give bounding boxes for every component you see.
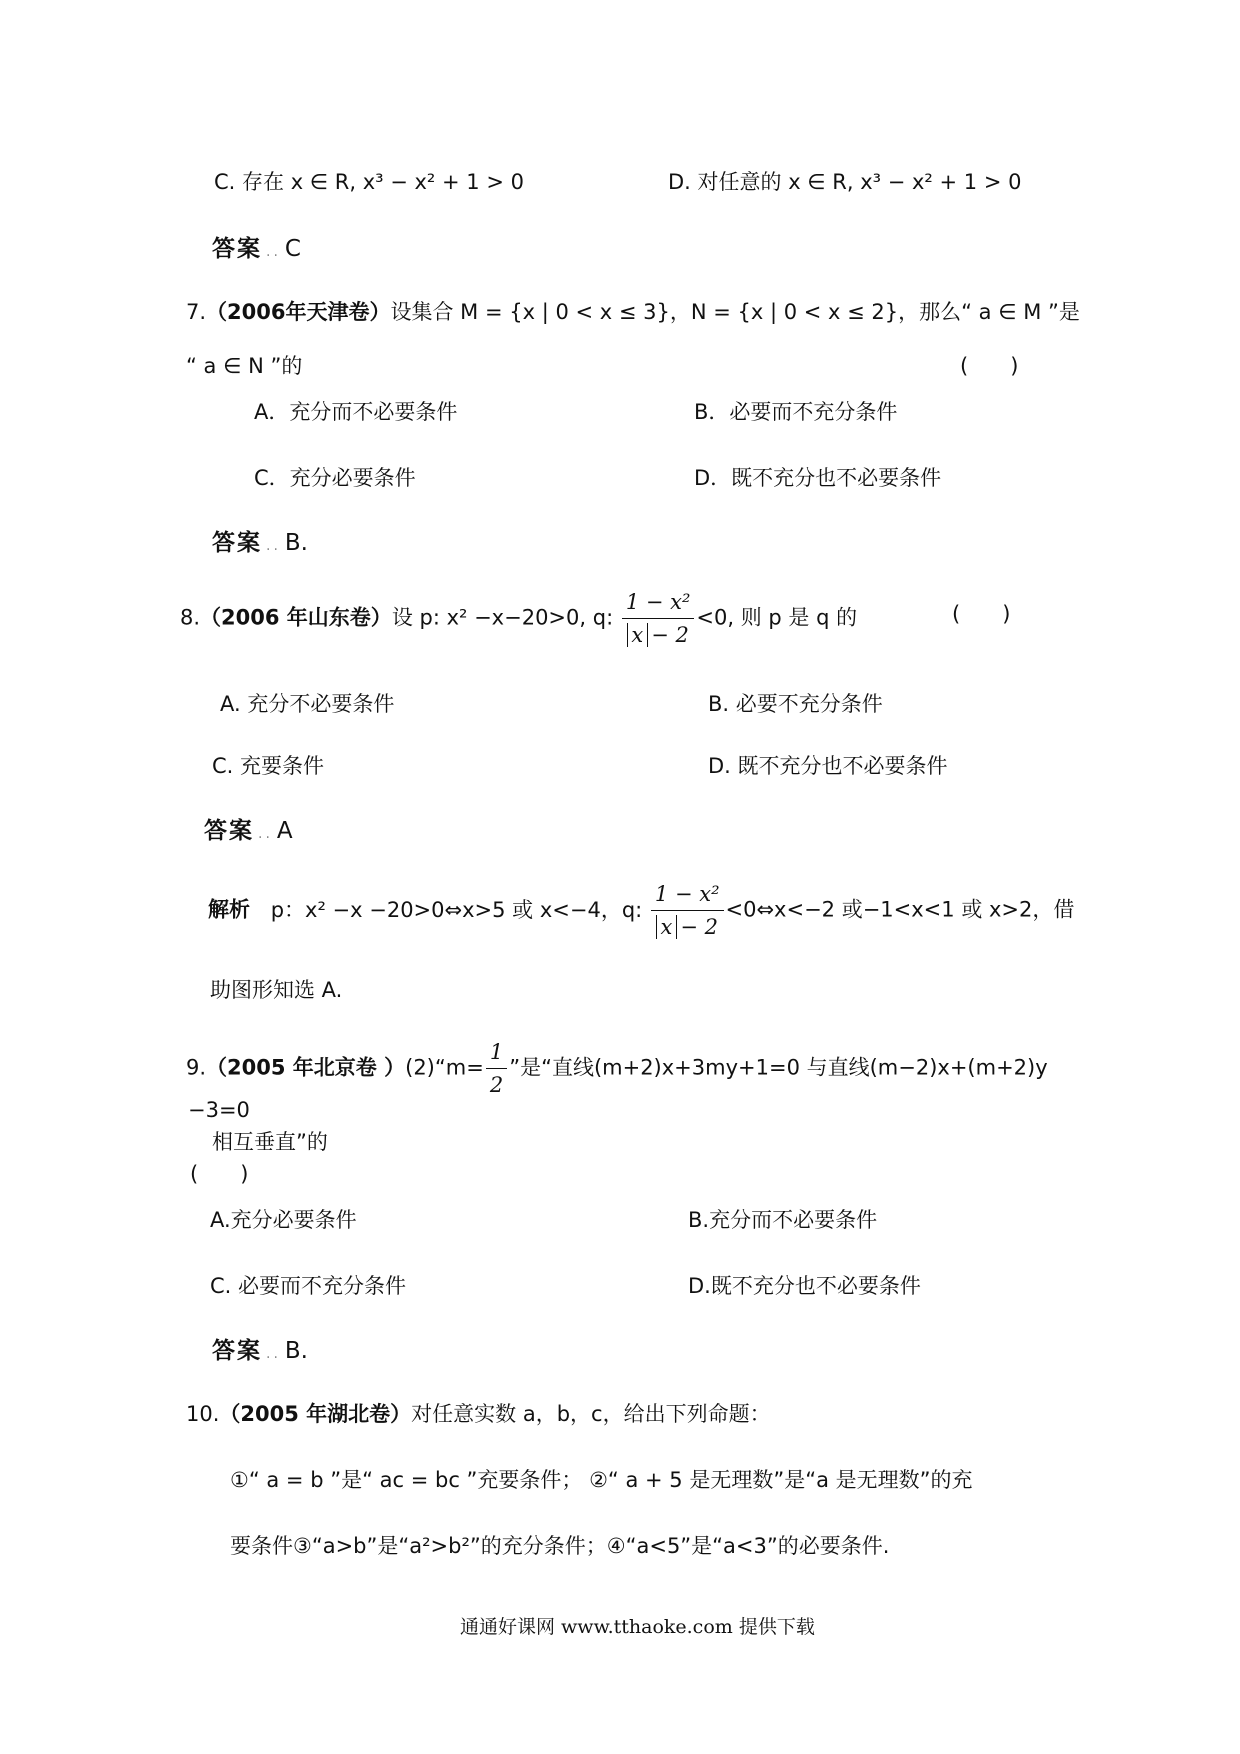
question-stem: 对任意实数 a，b，c，给出下列命题：: [411, 1402, 771, 1426]
q7-option-b: B．必要而不充分条件: [694, 400, 898, 424]
question-source: （2006 年山东卷）: [200, 605, 392, 630]
answer-value: B.: [284, 530, 308, 556]
question-source: （2005 年北京卷 ）: [206, 1055, 406, 1080]
q9-option-a: A.充分必要条件: [210, 1208, 357, 1232]
fraction-denominator: [622, 619, 695, 649]
question-stem-pre: (2)“m=: [405, 1055, 484, 1080]
q8-option-c: C. 充要条件: [212, 754, 325, 778]
q7-option-a: A．充分而不必要条件: [254, 400, 458, 424]
q9-stem: [186, 1038, 1048, 1099]
q9-fraction: [486, 1038, 507, 1099]
q9-answer-blank: ( ): [190, 1162, 249, 1186]
q9-option-b: B.充分而不必要条件: [688, 1208, 878, 1232]
denominator-const: − 2: [676, 915, 718, 939]
answer-label: 答案: [212, 530, 262, 556]
fraction-numerator: 1 − x²: [651, 880, 724, 911]
q10-proposition-line2: 要条件③“a>b”是“a²>b²”的充分条件；④“a<5”是“a<3”的必要条件.: [230, 1534, 890, 1558]
q7-option-d: D．既不充分也不必要条件: [694, 466, 942, 490]
q9-option-d: D.既不充分也不必要条件: [688, 1274, 921, 1298]
q6-answer: 答案 .. C: [212, 236, 301, 262]
question-stem-post: ”是“直线(m+2)x+3my+1=0 与直线(m−2)x+(m+2)y: [509, 1055, 1048, 1080]
answer-label: 答案: [212, 236, 262, 262]
q6-option-c: C. 存在 x ∈ R, x³ − x² + 1 > 0: [214, 170, 524, 194]
q10-proposition-line1: ①“ a = b ”是“ ac = bc ”充要条件； ②“ a + 5 是无理数”是“a 是无理数”的充: [230, 1468, 973, 1492]
answer-label: 答案: [212, 1338, 262, 1364]
q8-analysis: [208, 880, 1074, 941]
question-number: 7.: [186, 300, 207, 324]
q7-option-c: C．充分必要条件: [254, 466, 416, 490]
answer-value: B.: [284, 1338, 308, 1364]
fraction-numerator: 1: [486, 1038, 507, 1069]
denominator-const: − 2: [647, 623, 689, 647]
q8-analysis-fraction: [651, 880, 724, 941]
q8-answer-blank: ( ): [952, 602, 1011, 626]
question-number: 10.: [186, 1402, 220, 1426]
answer-label: 答案: [204, 818, 254, 844]
q8-option-d: D. 既不充分也不必要条件: [708, 754, 948, 778]
analysis-post: <0⇔x<−2 或−1<x<1 或 x>2，借: [725, 897, 1075, 922]
q7-answer: 答案 .. B.: [212, 530, 308, 556]
q6-option-d: D. 对任意的 x ∈ R, x³ − x² + 1 > 0: [668, 170, 1022, 194]
fraction-denominator: [651, 911, 724, 941]
analysis-pre: p：x² −x −20>0⇔x>5 或 x<−4，q:: [270, 897, 643, 922]
q7-answer-blank: ( ): [960, 354, 1019, 378]
q7-stem-line2: “ a ∈ N ”的: [186, 354, 303, 378]
q9-option-c: C. 必要而不充分条件: [210, 1274, 407, 1298]
q9-stem-line2: −3=0: [188, 1098, 250, 1122]
q8-fraction: [622, 588, 695, 649]
q7-stem-line1: [186, 298, 1080, 326]
q8-option-a: A. 充分不必要条件: [220, 692, 395, 716]
fraction-numerator: 1 − x²: [622, 588, 695, 619]
answer-value: A: [276, 818, 293, 844]
q8-analysis-line2: 助图形知选 A.: [210, 978, 343, 1002]
fraction-denominator: 2: [489, 1073, 504, 1097]
question-stem-pre: 设 p: x² −x−20>0, q:: [391, 605, 614, 630]
analysis-label: 解析: [208, 897, 250, 922]
question-stem: 设集合 M = {x | 0 < x ≤ 3}，N = {x | 0 < x ≤ 2}，那么“ a ∈ M ”是: [390, 300, 1080, 324]
question-stem-post: <0, 则 p 是 q 的: [696, 605, 858, 630]
q9-stem-line3: 相互垂直”的: [212, 1130, 328, 1154]
q8-stem: [180, 588, 857, 649]
abs-value: x: [627, 623, 643, 647]
answer-value: C: [284, 236, 301, 262]
q8-option-b: B. 必要不充分条件: [708, 692, 883, 716]
question-number: 9.: [186, 1055, 207, 1080]
question-source: （2005 年湖北卷）: [219, 1402, 412, 1426]
page-footer: 通通好课网 www.tthaoke.com 提供下载: [460, 1616, 815, 1638]
q10-stem: [186, 1400, 771, 1428]
abs-value: x: [656, 915, 672, 939]
question-number: 8.: [180, 605, 201, 630]
question-source: （2006年天津卷）: [206, 300, 391, 324]
q9-answer: 答案 .. B.: [212, 1338, 308, 1364]
q8-answer: 答案 .. A: [204, 818, 293, 844]
